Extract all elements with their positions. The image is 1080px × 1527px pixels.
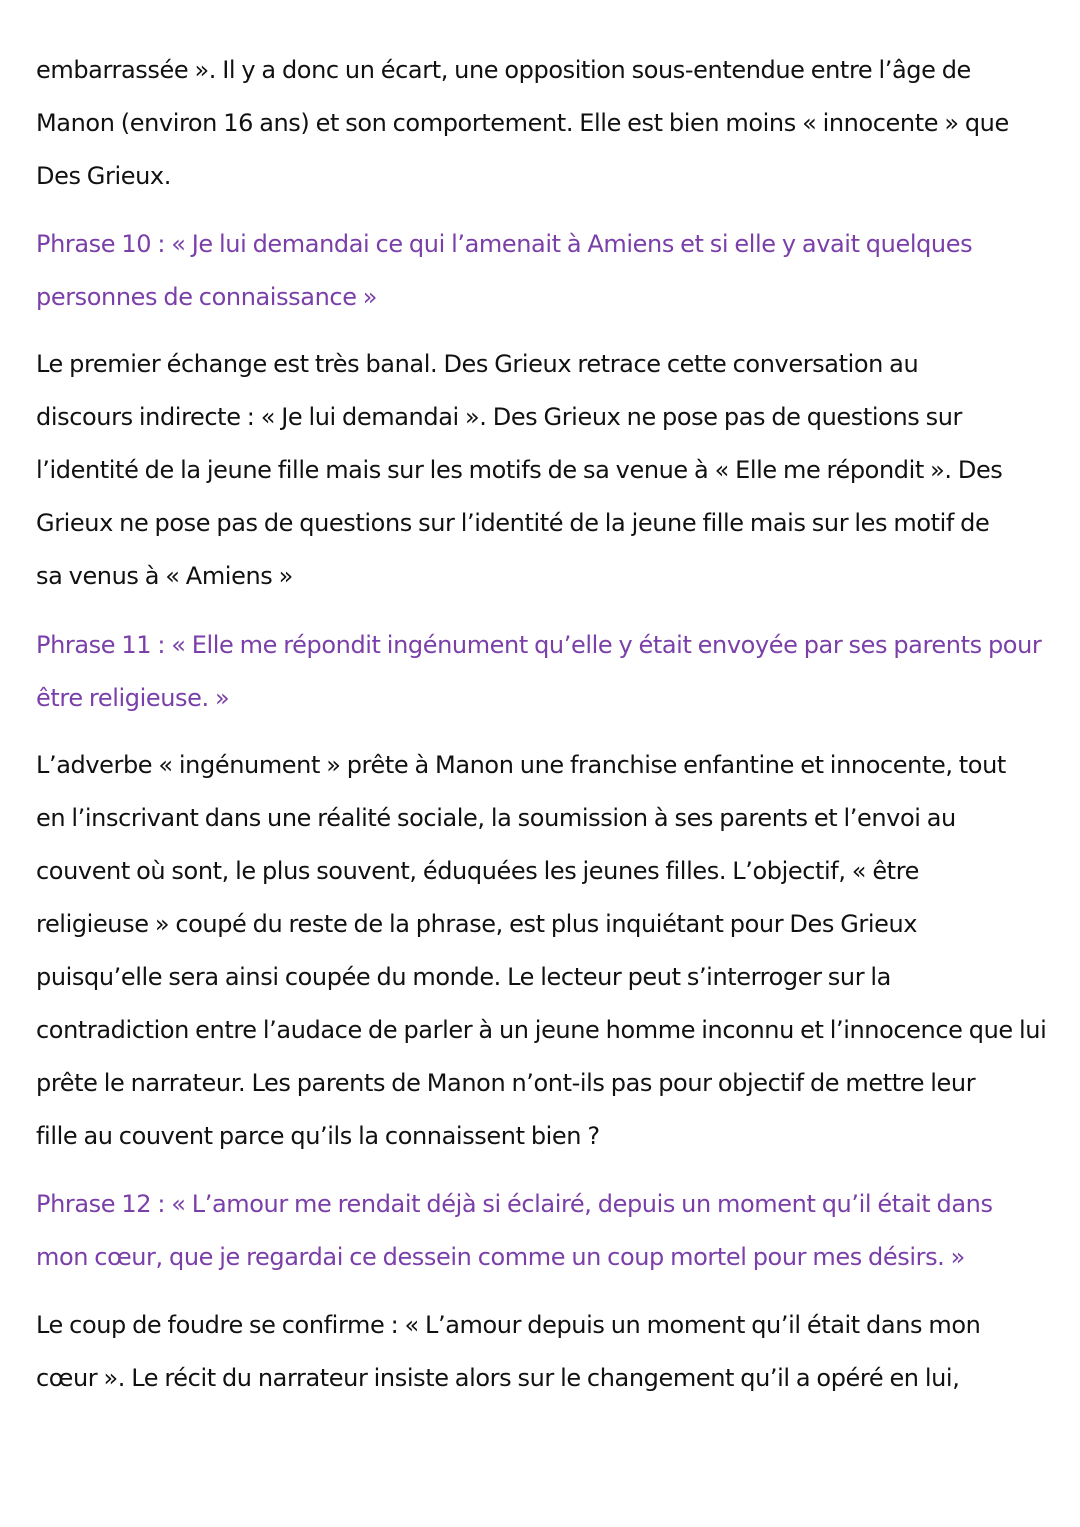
quote-line: Phrase 11 : « Elle me répondit ingénument qu’elle y était envoyée par ses parents pour [36,631,1042,659]
text-line: L’adverbe « ingénument » prête à Manon une franchise enfantine et innocente, tout [36,751,1006,779]
text-line: Des Grieux. [36,162,171,190]
text-line: religieuse » coupé du reste de la phrase, est plus inquiétant pour Des Grieux [36,910,918,938]
quote-line: Phrase 12 : « L’amour me rendait déjà si éclairé, depuis un moment qu’il était dans [36,1190,993,1218]
text-line: Grieux ne pose pas de questions sur l’identité de la jeune fille mais sur les motif de [36,509,990,537]
paragraph-4 [36,1299,1051,1405]
text-line: couvent où sont, le plus souvent, éduquées les jeunes filles. L’objectif, « être [36,857,920,885]
text-line: prête le narrateur. Les parents de Manon n’ont-ils pas pour objectif de mettre leur [36,1069,976,1097]
text-line: l’identité de la jeune fille mais sur les motifs de sa venue à « Elle me répondit ». Des [36,456,1003,484]
text-line: embarrassée ». Il y a donc un écart, une opposition sous-entendue entre l’âge de [36,56,971,84]
paragraph-2 [36,338,1051,603]
text-line: puisqu’elle sera ainsi coupée du monde. Le lecteur peut s’interroger sur la [36,963,891,991]
text-line: fille au couvent parce qu’ils la connaissent bien ? [36,1122,600,1150]
text-line: discours indirecte : « Je lui demandai ». Des Grieux ne pose pas de questions sur [36,403,962,431]
text-line: sa venus à « Amiens » [36,562,293,590]
paragraph-3 [36,739,1051,1163]
text-line: Le coup de foudre se confirme : « L’amour depuis un moment qu’il était dans mon [36,1311,981,1339]
text-line: Le premier échange est très banal. Des Grieux retrace cette conversation au [36,350,919,378]
quote-line: mon cœur, que je regardai ce dessein comme un coup mortel pour mes désirs. » [36,1243,965,1271]
quote-line: être religieuse. » [36,684,230,712]
text-line: contradiction entre l’audace de parler à un jeune homme inconnu et l’innocence que lui [36,1016,1047,1044]
quote-phrase-11 [36,619,1051,725]
quote-phrase-10 [36,218,1051,324]
paragraph-1 [36,44,1051,203]
text-line: Manon (environ 16 ans) et son comportement. Elle est bien moins « innocente » que [36,109,1009,137]
quote-line: personnes de connaissance » [36,283,378,311]
text-line: en l’inscrivant dans une réalité sociale, la soumission à ses parents et l’envoi au [36,804,956,832]
text-line: cœur ». Le récit du narrateur insiste alors sur le changement qu’il a opéré en lui, [36,1364,960,1392]
quote-line: Phrase 10 : « Je lui demandai ce qui l’amenait à Amiens et si elle y avait quelques [36,230,973,258]
quote-phrase-12 [36,1178,1051,1284]
